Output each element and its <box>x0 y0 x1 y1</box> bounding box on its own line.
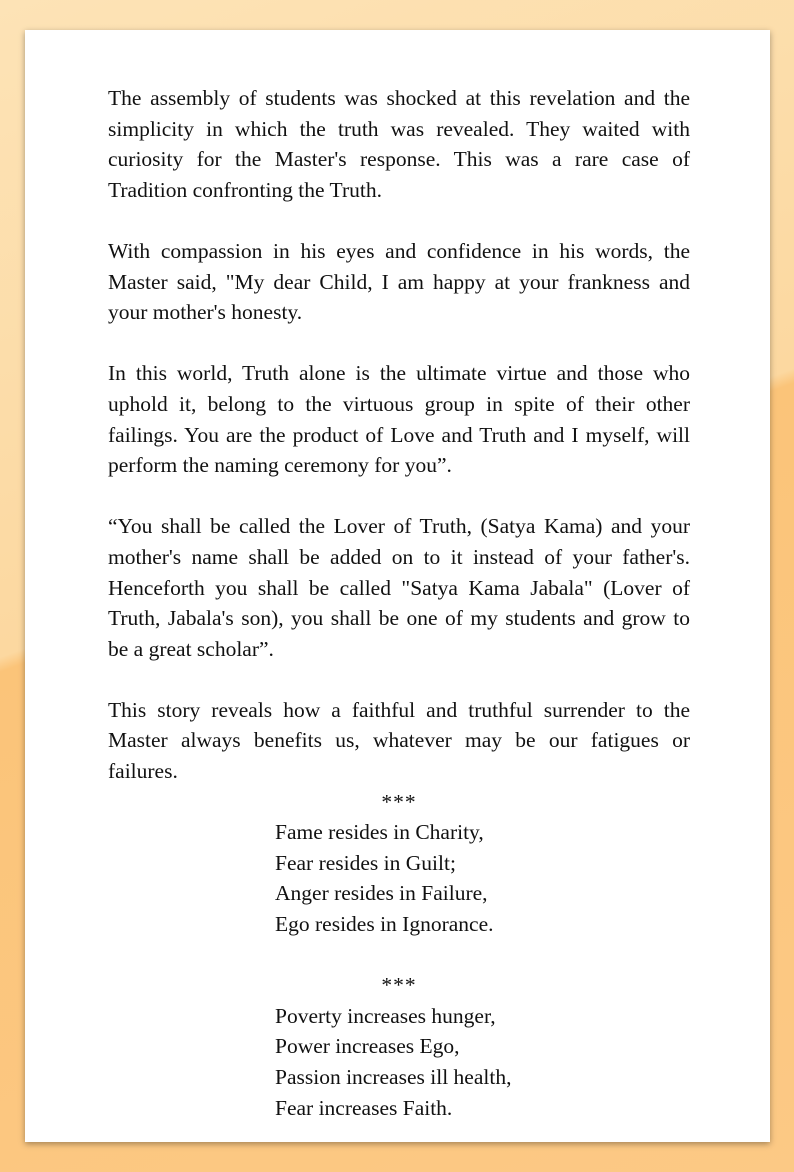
verse-1-line-1: Fame resides in Charity, <box>275 820 484 845</box>
document-page <box>25 30 770 1142</box>
page-content <box>108 83 690 1123</box>
verse-gap <box>108 940 690 971</box>
verse-1 <box>108 817 690 939</box>
verse-2-line-1: Poverty increases hunger, <box>275 1003 496 1028</box>
verse-2-line-2: Power increases Ego, <box>275 1034 460 1059</box>
paragraph-3: In this world, Truth alone is the ultimate virtue and those who uphold it, belong to the virtuous group in spite of their other failings. You are the product of Love and Truth and I myself, will perform the naming ceremony for you”. <box>108 361 690 478</box>
paragraph-5: This story reveals how a faithful and truthful surrender to the Master always benefits us, whatever may be our fatigues or failures. <box>108 697 690 784</box>
verse-2 <box>108 1001 690 1123</box>
verse-2-line-4: Fear increases Faith. <box>275 1095 453 1120</box>
verse-1-line-3: Anger resides in Failure, <box>275 881 488 906</box>
paragraph-2: With compassion in his eyes and confidence in his words, the Master said, "My dear Child, I am happy at your frankness and your mother's honesty. <box>108 238 690 325</box>
paragraph-4: “You shall be called the Lover of Truth, (Satya Kama) and your mother's name shall be added on to it instead of your father's. Henceforth you shall be called "Satya Kama Jabala" (Lover of Truth, Jabala's son), you shall be one of my students and grow to be a great scholar”. <box>108 514 690 661</box>
verse-2-line-3: Passion increases ill health, <box>275 1065 512 1089</box>
separator-stars-2: *** <box>381 973 417 998</box>
verse-1-line-2: Fear resides in Guilt; <box>275 850 456 875</box>
paragraph-1: The assembly of students was shocked at this revelation and the simplicity in which the truth was revealed. They waited with curiosity for the Master's response. This was a rare case of Tradition confronting the Truth. <box>108 86 690 202</box>
verse-1-line-4: Ego resides in Ignorance. <box>275 912 494 937</box>
separator-stars-1: *** <box>381 789 417 814</box>
